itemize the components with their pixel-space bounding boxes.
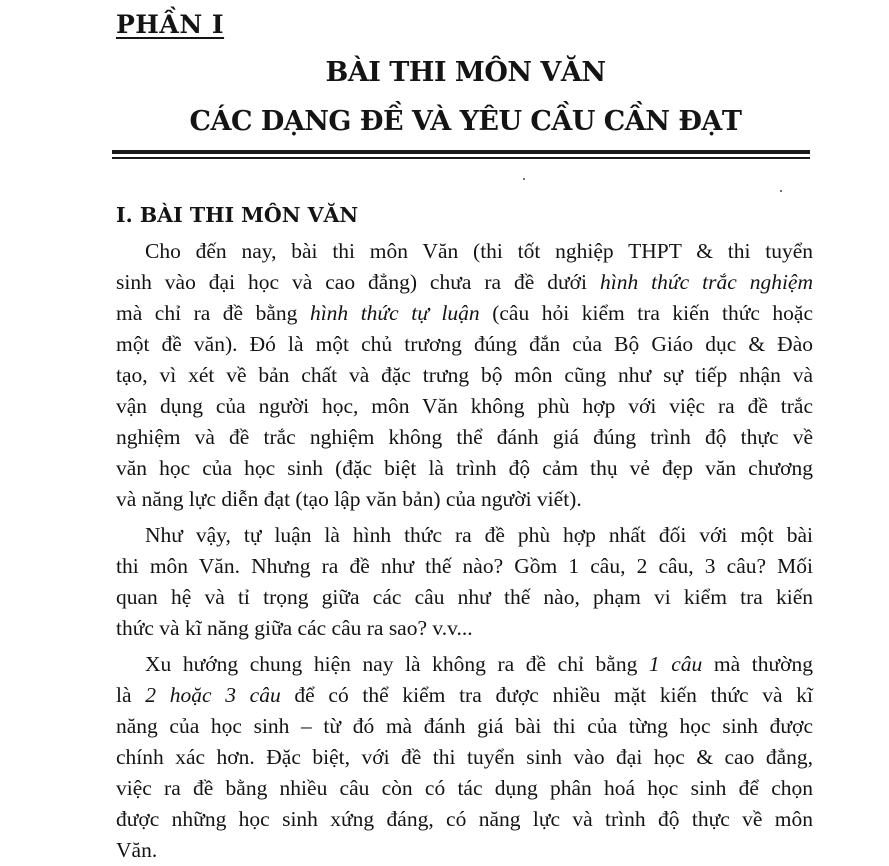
italic-run: hình thức trắc nghiệm	[599, 270, 813, 294]
text-line	[116, 453, 813, 484]
text-run: vận dụng của người học, môn Văn không phù hợp với việc ra đề trắc	[116, 394, 813, 418]
text-run: chính xác hơn. Đặc biệt, với đề thi tuyển sinh vào đại học & cao đẳng,	[116, 745, 813, 769]
title-line-2: CÁC DẠNG ĐỀ VÀ YÊU CẦU CẦN ĐẠT	[189, 106, 742, 137]
text-line	[116, 329, 813, 360]
scan-speck	[523, 178, 525, 180]
italic-run: 1 câu	[648, 652, 703, 676]
text-run: thức và kĩ năng giữa các câu ra sao? v.v...	[116, 616, 473, 640]
text-run: một đề văn). Đó là một chủ trương đúng đắn của Bộ Giáo dục & Đào	[116, 332, 813, 356]
text-line	[116, 649, 813, 680]
text-line	[116, 298, 813, 329]
text-line	[116, 613, 813, 644]
text-line	[116, 551, 813, 582]
text-run: Văn.	[116, 838, 158, 862]
text-run: Cho đến nay, bài thi môn Văn (thi tốt nghiệp THPT & thi tuyển	[145, 239, 813, 263]
section-heading: I. BÀI THI MÔN VĂN	[116, 203, 359, 227]
text-run: quan hệ và tỉ trọng giữa các câu như thế nào, phạm vi kiểm tra kiến	[116, 585, 813, 609]
text-run: tạo, vì xét về bản chất và đặc trưng bộ môn cũng như sự tiếp nhận và	[116, 363, 813, 387]
text-run: để có thể kiểm tra được nhiều mặt kiến thức và kĩ	[280, 683, 813, 707]
text-line	[116, 773, 813, 804]
text-line	[116, 742, 813, 773]
title-line-1: BÀI THI MÔN VĂN	[325, 57, 606, 88]
italic-run: 2 hoặc 3 câu	[145, 683, 281, 707]
text-line	[116, 804, 813, 835]
text-line	[116, 391, 813, 422]
scan-speck	[780, 190, 782, 192]
text-run: được những học sinh xứng đáng, có năng lực và trình độ thực về môn	[116, 807, 813, 831]
italic-run: hình thức tự luận	[309, 301, 480, 325]
text-run: năng của học sinh – từ đó mà đánh giá bài thi của từng học sinh được	[116, 714, 813, 738]
title-rule-thin	[112, 157, 810, 159]
text-run: Xu hướng chung hiện nay là không ra đề chỉ bằng	[145, 652, 649, 676]
body-text	[116, 236, 813, 866]
text-run: việc ra đề bằng nhiều câu còn có tác dụng phân hoá học sinh để chọn	[116, 776, 813, 800]
paragraph	[116, 520, 813, 644]
text-line	[116, 582, 813, 613]
text-line	[116, 711, 813, 742]
text-line	[116, 267, 813, 298]
text-run: văn học của học sinh (đặc biệt là trình độ cảm thụ vẻ đẹp văn chương	[116, 456, 813, 480]
paragraph	[116, 649, 813, 866]
text-line	[116, 360, 813, 391]
part-label: PHẦN I	[116, 10, 225, 39]
text-run: mà chỉ ra đề bằng	[116, 301, 310, 325]
text-run: và năng lực diễn đạt (tạo lập văn bản) của người viết).	[116, 487, 582, 511]
text-run: nghiệm và đề trắc nghiệm không thể đánh giá đúng trình độ thực về	[116, 425, 813, 449]
text-run: thi môn Văn. Nhưng ra đề như thế nào? Gồm 1 câu, 2 câu, 3 câu? Mối	[116, 554, 813, 578]
text-line	[116, 520, 813, 551]
text-run: (câu hỏi kiểm tra kiến thức hoặc	[479, 301, 814, 325]
text-line	[116, 484, 813, 515]
text-line	[116, 680, 813, 711]
title-rule-thick	[112, 150, 810, 154]
text-line	[116, 236, 813, 267]
paragraph	[116, 236, 813, 515]
text-run: mà thường	[702, 652, 813, 676]
text-run: Như vậy, tự luận là hình thức ra đề phù hợp nhất đối với một bài	[145, 523, 813, 547]
text-line	[116, 422, 813, 453]
text-run: sinh vào đại học và cao đẳng) chưa ra đề dưới	[116, 270, 600, 294]
text-run: là	[116, 683, 146, 707]
